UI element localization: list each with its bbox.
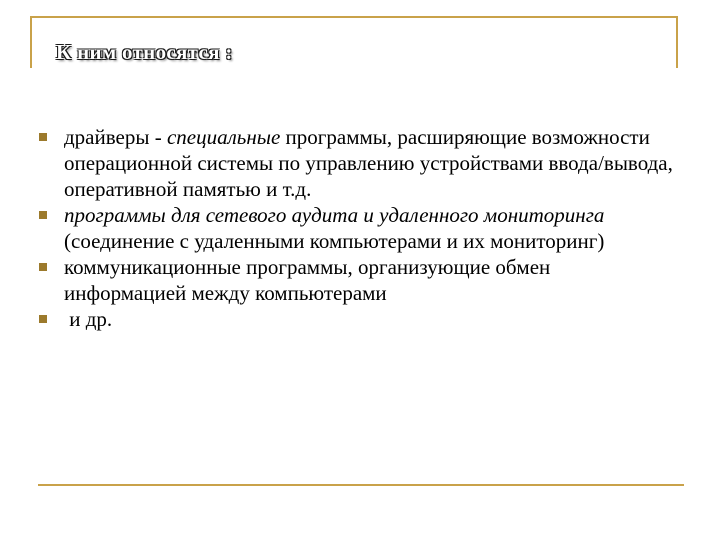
- list-item-etc: [36, 306, 676, 332]
- title-frame-top-line: [30, 16, 678, 18]
- square-bullet-icon: [39, 211, 47, 219]
- item-text: программы, расширяющие возможности операционной системы по управлению устройствами ввода/вывода, оперативной памятью и т.д.: [64, 125, 673, 201]
- title-frame-left-line: [30, 16, 32, 68]
- item-text-italic: программы для сетевого аудита и удаленного мониторинга: [64, 203, 605, 227]
- bullet-list: [36, 124, 676, 332]
- square-bullet-icon: [39, 133, 47, 141]
- item-text: драйверы -: [64, 125, 167, 149]
- square-bullet-icon: [39, 315, 47, 323]
- item-text-italic: специальные: [166, 125, 281, 149]
- list-item-drivers: [36, 124, 676, 202]
- item-text: коммуникационные программы, организующие обмен информацией между компьютерами: [64, 255, 551, 305]
- item-text: и др.: [64, 307, 113, 331]
- slide-title: К ним относятся :: [56, 40, 233, 64]
- bottom-divider-line: [38, 484, 684, 486]
- title-frame-right-line: [676, 16, 678, 68]
- item-text: (соединение с удаленными компьютерами и их мониторинг): [64, 229, 605, 253]
- square-bullet-icon: [39, 263, 47, 271]
- list-item-communication: [36, 254, 676, 306]
- list-item-network-audit: [36, 202, 676, 254]
